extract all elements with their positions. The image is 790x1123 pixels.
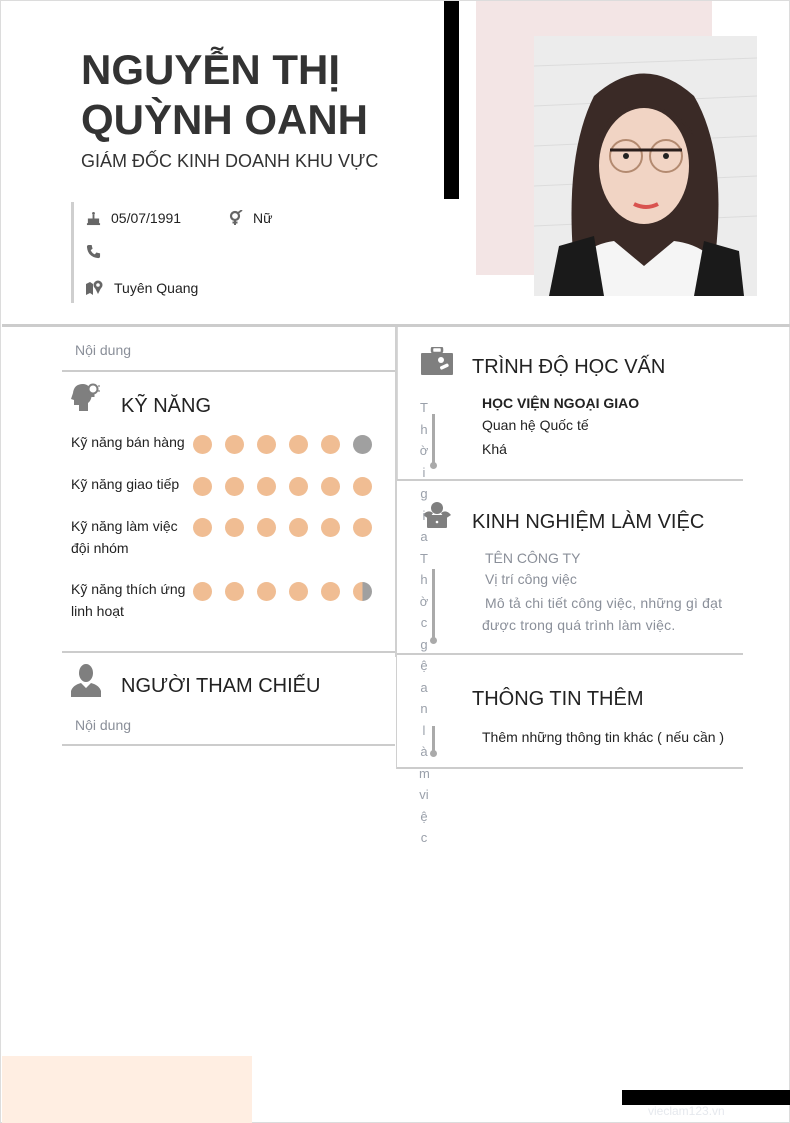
job-title: GIÁM ĐỐC KINH DOANH KHU VỰC xyxy=(81,151,379,171)
rating-dot-filled xyxy=(289,518,308,537)
skill-rating xyxy=(193,435,385,454)
rating-dot-filled xyxy=(321,477,340,496)
gender-row xyxy=(229,210,272,226)
skill-rating xyxy=(193,477,385,496)
references-divider xyxy=(62,744,395,746)
address-value: Tuyên Quang xyxy=(114,280,199,296)
rating-dot-filled xyxy=(257,518,276,537)
experience-timeline xyxy=(432,569,435,639)
rating-dot-filled xyxy=(225,435,244,454)
decorative-black-footer-bar xyxy=(622,1090,790,1105)
additional-divider xyxy=(397,767,743,769)
rating-dot-filled xyxy=(225,582,244,601)
birthday-value: 05/07/1991 xyxy=(111,210,182,226)
birthday-cake-icon xyxy=(86,211,101,226)
watermark: vieclam123.vn xyxy=(648,1104,725,1118)
skill-rating xyxy=(193,518,385,537)
experience-title: KINH NGHIỆM LÀM VIỆC xyxy=(472,511,705,533)
major: Quan hệ Quốc tế xyxy=(482,417,589,433)
vertical-timeline-text xyxy=(419,397,429,849)
school-name: HỌC VIỆN NGOẠI GIAO xyxy=(482,395,640,411)
additional-timeline-dot xyxy=(430,750,437,757)
rating-dot-filled xyxy=(289,435,308,454)
rating-dot-filled xyxy=(193,435,212,454)
skill-label: Kỹ năng giao tiếp xyxy=(71,476,180,492)
rating-dot-filled xyxy=(321,518,340,537)
skills-divider xyxy=(62,651,395,653)
experience-timeline-dot xyxy=(430,637,437,644)
head-lightbulb-icon xyxy=(71,381,101,411)
rating-dot-filled xyxy=(193,518,212,537)
rating-dot-filled xyxy=(321,435,340,454)
education-divider xyxy=(397,479,743,481)
gender-value: Nữ xyxy=(253,210,273,226)
objective-divider xyxy=(62,370,395,372)
rating-dot-filled xyxy=(193,582,212,601)
references-title: NGƯỜI THAM CHIẾU xyxy=(121,675,321,697)
rating-dot-filled xyxy=(193,477,212,496)
company-name: TÊN CÔNG TY xyxy=(485,550,581,566)
grade: Khá xyxy=(482,441,507,457)
rating-dot-filled xyxy=(321,582,340,601)
gender-icon xyxy=(229,210,243,226)
experience-divider xyxy=(397,653,743,655)
rating-dot-filled xyxy=(225,477,244,496)
rating-dot-filled xyxy=(353,518,372,537)
name-line-2: QUỲNH OANH xyxy=(81,96,369,143)
rating-dot-half xyxy=(353,582,372,601)
birthday-row xyxy=(86,210,181,226)
name-line-1: NGUYỄN THỊ xyxy=(81,46,341,93)
rating-dot-filled xyxy=(289,477,308,496)
address-row xyxy=(86,280,198,296)
skill-label: Kỹ năng bán hàng xyxy=(71,434,185,450)
personal-info xyxy=(71,202,371,303)
rating-dot-filled xyxy=(257,582,276,601)
rating-dot-filled xyxy=(289,582,308,601)
phone-icon xyxy=(86,244,101,259)
rating-dot-filled xyxy=(257,477,276,496)
rating-dot-empty xyxy=(353,435,372,454)
map-pin-icon xyxy=(86,280,104,296)
skill-rating xyxy=(193,582,385,601)
education-timeline xyxy=(432,414,435,464)
skill-label: Kỹ năng thích ứng linh hoạt xyxy=(71,581,186,619)
user-reference-icon xyxy=(71,663,101,697)
additional-content: Thêm những thông tin khác ( nếu cần ) xyxy=(482,729,725,745)
briefcase-icon xyxy=(421,347,453,375)
decorative-peach-block xyxy=(2,1056,252,1123)
profile-photo xyxy=(534,36,757,296)
candidate-name xyxy=(81,45,368,145)
job-description: Mô tả chi tiết công việc, những gì đạt được trong quá trình làm việc. xyxy=(482,595,723,633)
skills-title: KỸ NĂNG xyxy=(121,395,212,417)
references-content: Nội dung xyxy=(75,717,132,733)
skill-label: Kỹ năng làm việc đội nhóm xyxy=(71,518,178,556)
decorative-black-bar xyxy=(444,1,459,199)
education-title: TRÌNH ĐỘ HỌC VẤN xyxy=(472,356,666,378)
objective-content: Nội dung xyxy=(75,342,132,358)
rating-dot-filled xyxy=(225,518,244,537)
rating-dot-filled xyxy=(257,435,276,454)
phone-row xyxy=(86,244,111,259)
education-timeline-dot xyxy=(430,462,437,469)
additional-title: THÔNG TIN THÊM xyxy=(472,688,644,710)
rating-dot-filled xyxy=(353,477,372,496)
job-position: Vị trí công việc xyxy=(485,571,577,587)
vertical-text-content: ThờigiaThờcgệanlàmviệc xyxy=(419,400,430,845)
additional-left-border xyxy=(396,657,397,769)
